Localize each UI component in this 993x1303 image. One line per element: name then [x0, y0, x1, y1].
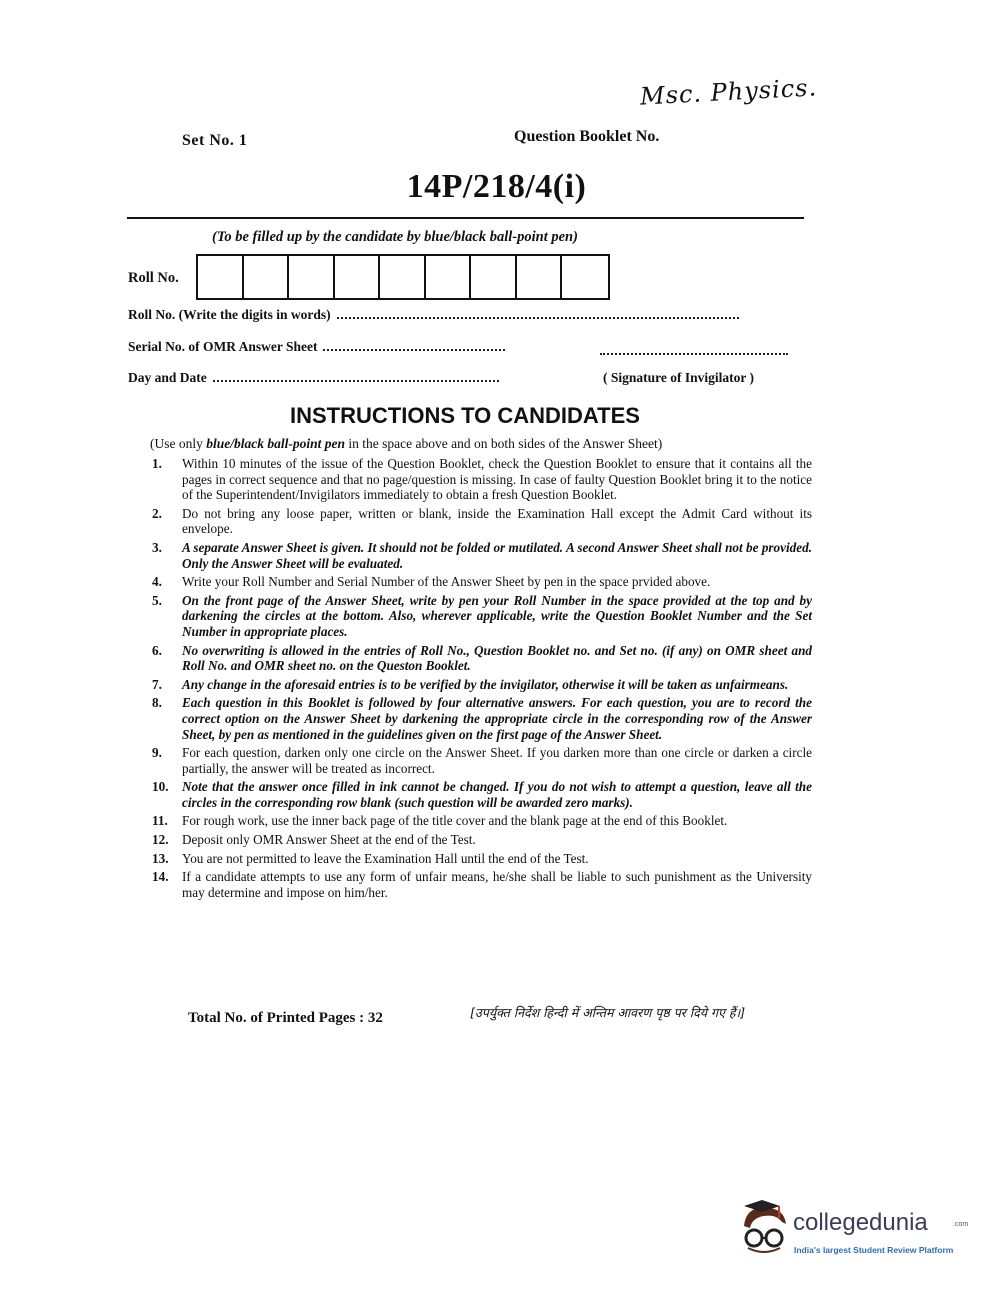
instruction-number: 3. — [152, 539, 162, 555]
instruction-text: For rough work, use the inner back page of the title cover and the blank page at the end of this Booklet. — [182, 813, 728, 829]
instruction-number: 10. — [152, 779, 169, 795]
roll-no-digit-box[interactable] — [198, 256, 244, 298]
collegedunia-tagline: India's largest Student Review Platform — [794, 1245, 954, 1255]
instruction-number: 9. — [152, 745, 162, 761]
roll-no-digit-box[interactable] — [244, 256, 290, 298]
mascot-icon — [744, 1200, 786, 1252]
fill-instruction-note: (To be filled up by the candidate by blue/black ball-point pen) — [212, 229, 578, 245]
roll-no-digit-box[interactable] — [562, 256, 608, 298]
instruction-item — [150, 574, 812, 590]
roll-in-words-row — [128, 307, 739, 323]
omr-serial-field[interactable] — [323, 341, 505, 351]
collegedunia-brand: collegedunia — [793, 1209, 928, 1236]
omr-serial-row — [128, 339, 505, 355]
instruction-number: 8. — [152, 695, 162, 711]
roll-no-digit-box[interactable] — [335, 256, 381, 298]
instruction-item — [150, 456, 812, 503]
instruction-number: 12. — [152, 832, 169, 848]
instruction-number: 11. — [152, 813, 168, 829]
instruction-number: 2. — [152, 505, 162, 521]
instruction-item — [150, 593, 812, 640]
instruction-item — [150, 506, 812, 537]
roll-no-digit-box[interactable] — [517, 256, 563, 298]
day-date-row — [128, 370, 499, 386]
handwritten-course-note: Msc. Physics. — [639, 73, 818, 111]
collegedunia-suffix: .com — [953, 1221, 969, 1228]
instruction-text: Any change in the aforesaid entries is to be verified by the invigilator, otherwise it will be taken as unfairmeans. — [182, 676, 789, 692]
roll-no-label: Roll No. — [128, 270, 179, 286]
roll-in-words-label: Roll No. (Write the digits in words) — [128, 307, 331, 322]
instruction-item — [150, 851, 812, 867]
day-date-field[interactable] — [213, 372, 499, 382]
instruction-text: Each question in this Booklet is followed by four alternative answers. For each question, you are to record the correct option on the Answer Sheet by darkening the appropriate circle in the corresponding row of the Answer Sheet, by pen as mentioned in the guidelines given on the first page of the Answer Sheet. — [182, 695, 812, 742]
instruction-text: Note that the answer once filled in ink cannot be changed. If you do not wish to attempt a question, leave all the circles in the corresponding row blank (such question will be awarded zero marks). — [182, 779, 812, 810]
instruction-text: On the front page of the Answer Sheet, write by pen your Roll Number in the space provided at the top and by darkening the circles at the bottom. Also, wherever applicable, write the Question Booklet Number and the Set Number in appropriate places. — [182, 592, 812, 639]
instruction-item — [150, 813, 812, 829]
roll-no-digit-box[interactable] — [380, 256, 426, 298]
instruction-text: No overwriting is allowed in the entries of Roll No., Question Booklet no. and Set no. (if any) on OMR sheet and Roll No. and OMR sheet no. on the Queston Booklet. — [182, 642, 812, 674]
instruction-item — [150, 677, 812, 693]
pen-usage-note: (Use only blue/black ball-point pen in the space above and on both sides of the Answer Sheet) — [150, 436, 663, 451]
instruction-text: Deposit only OMR Answer Sheet at the end of the Test. — [182, 832, 476, 848]
invigilator-signature-field[interactable] — [600, 345, 788, 355]
question-booklet-number-label: Question Booklet No. — [514, 128, 660, 145]
omr-serial-label: Serial No. of OMR Answer Sheet — [128, 339, 318, 354]
instruction-number: 7. — [152, 676, 162, 692]
roll-no-digit-box[interactable] — [426, 256, 472, 298]
instruction-item — [150, 779, 812, 810]
instruction-item — [150, 745, 812, 776]
roll-no-digit-box[interactable] — [289, 256, 335, 298]
instruction-item — [150, 695, 812, 742]
printed-pages-count: Total No. of Printed Pages : 32 — [188, 1010, 383, 1026]
instruction-text: You are not permitted to leave the Examination Hall until the end of the Test. — [182, 850, 589, 866]
instruction-number: 6. — [152, 642, 162, 658]
roll-no-digit-box[interactable] — [471, 256, 517, 298]
set-number: Set No. 1 — [182, 132, 248, 149]
instruction-item — [150, 643, 812, 674]
instruction-number: 14. — [152, 869, 169, 885]
hindi-note: [उपर्युक्त निर्देश हिन्दी में अन्तिम आवरण पृष्ठ पर दिये गए हैं।] — [470, 1005, 746, 1020]
invigilator-signature-label: ( Signature of Invigilator ) — [603, 370, 755, 385]
instruction-number: 13. — [152, 850, 169, 866]
instruction-text: For each question, darken only one circle on the Answer Sheet. If you darken more than one circle or darken a circle partially, the answer will be treated as incorrect. — [182, 745, 812, 776]
instruction-text: A separate Answer Sheet is given. It should not be folded or mutilated. A second Answer Sheet shall not be provided. Only the Answer Sheet will be evaluated. — [182, 539, 812, 571]
day-date-label: Day and Date — [128, 370, 207, 385]
instructions-title: INSTRUCTIONS TO CANDIDATES — [290, 403, 640, 428]
instruction-text: Do not bring any loose paper, written or blank, inside the Examination Hall except the Admit Card without its envelope. — [182, 505, 812, 537]
instruction-number: 1. — [152, 456, 162, 471]
instruction-number: 5. — [152, 592, 162, 608]
roll-in-words-field[interactable] — [337, 309, 739, 319]
instruction-item — [150, 832, 812, 848]
header-divider — [127, 217, 804, 219]
roll-no-boxes — [196, 254, 610, 300]
instruction-text: Within 10 minutes of the issue of the Question Booklet, check the Question Booklet to ensure that it contains all the pages in correct sequence and that no page/question is missing. In case of faulty Question Booklet bring it to the notice of the Superintendent/Invigilators immediately to obtain a fresh Question Booklet. — [182, 456, 812, 503]
instruction-text: Write your Roll Number and Serial Number of the Answer Sheet by pen in the space prvided above. — [182, 574, 711, 590]
instruction-text: If a candidate attempts to use any form of unfair means, he/she shall be liable to such punishment as the University may determine and impose on him/her. — [182, 869, 812, 900]
instructions-list — [150, 456, 812, 903]
instruction-item — [150, 540, 812, 571]
paper-code: 14P/218/4(i) — [406, 168, 587, 205]
pen-usage-emphasis: blue/black ball-point pen — [206, 436, 346, 451]
instruction-number: 4. — [152, 574, 162, 590]
instruction-item — [150, 869, 812, 900]
